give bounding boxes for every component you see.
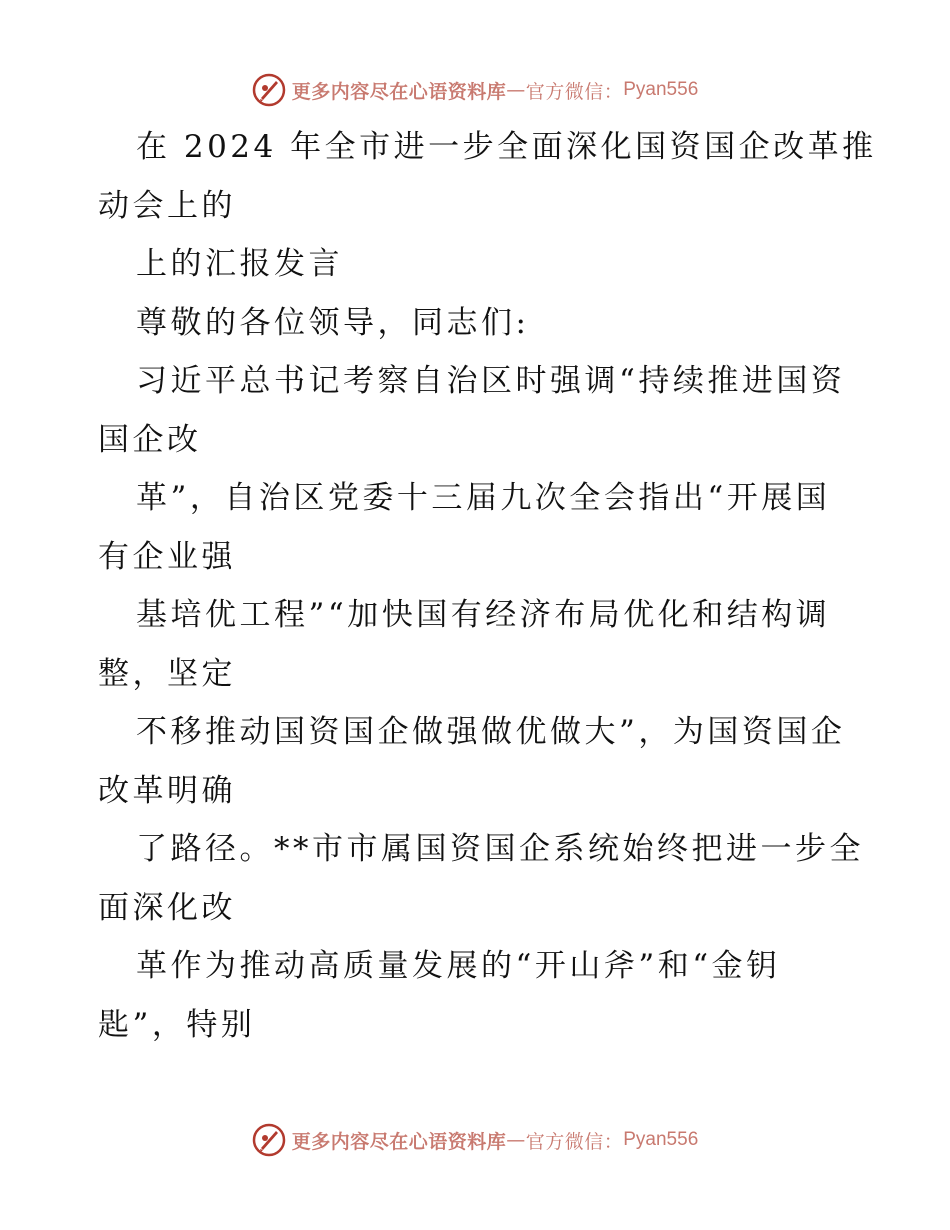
text-line: 国企改 (98, 421, 202, 458)
text-line: 在 2024 年全市进一步全面深化国资国企改革推 (136, 129, 877, 165)
quill-logo-icon (252, 73, 286, 107)
header-banner (0, 70, 950, 110)
footer-banner (0, 1120, 950, 1160)
text-line: 面深化改 (98, 889, 236, 926)
text-line: 不移推动国资国企做强做优做大”，为国资国企 (136, 714, 846, 750)
text-line: 改革明确 (98, 772, 236, 809)
document-body (98, 118, 877, 1054)
text-line: 动会上的 (98, 187, 236, 224)
text-line: 革作为推动高质量发展的“开山斧”和“金钥 (136, 948, 781, 984)
text-line: 习近平总书记考察自治区时强调“持续推进国资 (136, 363, 846, 399)
banner-title: 更多内容尽在心语资料库 (291, 1130, 507, 1153)
banner-separator: — (506, 1129, 526, 1151)
text-line: 匙”，特别 (98, 1006, 256, 1043)
text-line: 上的汇报发言 (136, 246, 343, 282)
text-line: 了路径。**市市属国资国企系统始终把进一步全 (136, 831, 864, 867)
banner-wechat-id: Pyan556 (623, 1129, 699, 1150)
banner-wechat-label: 官方微信： (525, 80, 624, 103)
text-line: 整，坚定 (98, 655, 236, 692)
text-line: 基培优工程”“加快国有经济布局优化和结构调 (136, 597, 831, 633)
text-line: 有企业强 (98, 538, 236, 575)
banner-separator: — (506, 79, 526, 101)
quill-logo-icon (252, 1123, 286, 1157)
banner-title: 更多内容尽在心语资料库 (291, 80, 507, 103)
text-line: 尊敬的各位领导，同志们: (136, 304, 530, 341)
text-line: 革”，自治区党委十三届九次全会指出“开展国 (136, 480, 831, 516)
banner-wechat-label: 官方微信： (525, 1130, 624, 1153)
banner-wechat-id: Pyan556 (623, 79, 699, 100)
